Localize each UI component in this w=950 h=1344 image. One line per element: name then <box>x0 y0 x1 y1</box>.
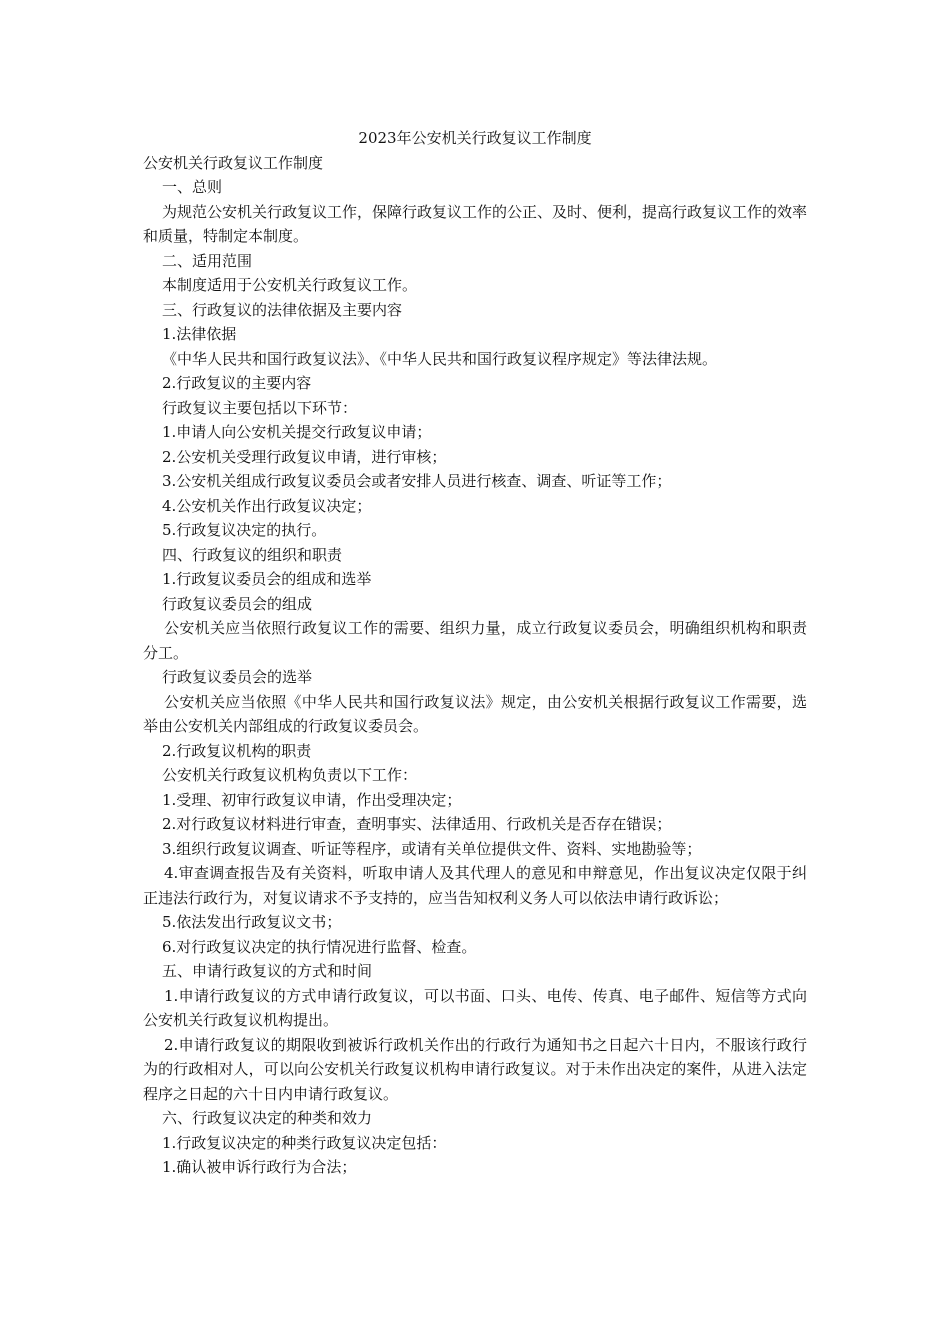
paragraph: 行政复议委员会的选举 <box>162 668 313 686</box>
section-heading: 六、行政复议决定的种类和效力 <box>162 1109 373 1127</box>
document-title: 2023年公安机关行政复议工作制度 <box>358 129 592 147</box>
paragraph: 为规范公安机关行政复议工作，保障行政复议工作的公正、及时、便利，提高行政复议工作的效率和质量，特制定本制度。 <box>143 202 808 245</box>
list-item: 3.公安机关组成行政复议委员会或者安排人员进行核查、调查、听证等工作； <box>162 472 672 490</box>
subsection-heading: 2.行政复议的主要内容 <box>162 374 312 392</box>
list-item: 5.依法发出行政复议文书； <box>162 913 342 931</box>
section-heading: 三、行政复议的法律依据及主要内容 <box>162 300 403 319</box>
section-heading: 四、行政复议的组织和职责 <box>162 545 343 564</box>
subsection-heading: 1.行政复议决定的种类行政复议决定包括： <box>162 1133 447 1152</box>
list-item: 3.组织行政复议调查、听证等程序，或请有关单位提供文件、资料、实地勘验等； <box>162 839 702 858</box>
paragraph: 本制度适用于公安机关行政复议工作。 <box>162 276 418 294</box>
paragraph-subtitle: 公安机关行政复议工作制度 <box>143 153 324 172</box>
list-item: 4.审查调查报告及有关资料，听取申请人及其代理人的意见和申辩意见，作出复议决定仅限于纠正违法行政行为，对复议请求不予支持的，应当告知权利义务人可以依法申请行政诉讼； <box>143 864 807 907</box>
paragraph: 公安机关应当依照《中华人民共和国行政复议法》规定，由公安机关根据行政复议工作需要，选举由公安机关内部组成的行政复议委员会。 <box>143 692 807 735</box>
list-item: 2.公安机关受理行政复议申请，进行审核； <box>162 447 447 466</box>
list-item: 4.公安机关作出行政复议决定； <box>162 496 372 515</box>
section-heading: 五、申请行政复议的方式和时间 <box>162 962 373 980</box>
document-body <box>143 126 807 1180</box>
paragraph: 《中华人民共和国行政复议法》、《中华人民共和国行政复议程序规定》等法律法规。 <box>162 349 718 368</box>
list-item: 1.受理、初审行政复议申请，作出受理决定； <box>162 790 462 809</box>
list-item: 5.行政复议决定的执行。 <box>162 521 327 539</box>
list-item: 1.确认被申诉行政行为合法； <box>162 1158 357 1176</box>
list-item: 6.对行政复议决定的执行情况进行监督、检查。 <box>162 937 477 956</box>
paragraph: 公安机关应当依照行政复议工作的需要、组织力量，成立行政复议委员会，明确组织机构和职责分工。 <box>143 619 807 662</box>
subsection-heading: 2.行政复议机构的职责 <box>162 741 312 760</box>
section-heading: 二、适用范围 <box>162 251 253 270</box>
list-item: 2.申请行政复议的期限收到被诉行政机关作出的行政行为通知书之日起六十日内，不服该行政行为的行政相对人，可以向公安机关行政复议机构申请行政复议。对于未作出决定的案件，从进入法定程序之日起的六十日内申请行政复议。 <box>143 1035 807 1103</box>
paragraph: 行政复议主要包括以下环节： <box>162 398 358 417</box>
list-item: 1.申请行政复议的方式申请行政复议，可以书面、口头、电传、传真、电子邮件、短信等方式向公安机关行政复议机构提出。 <box>143 986 807 1029</box>
subsection-heading: 1.行政复议委员会的组成和选举 <box>162 570 372 588</box>
list-item: 1.申请人向公安机关提交行政复议申请； <box>162 423 432 441</box>
paragraph: 公安机关行政复议机构负责以下工作： <box>162 766 418 784</box>
paragraph: 行政复议委员会的组成 <box>162 594 313 613</box>
section-heading: 一、总则 <box>162 178 223 196</box>
subsection-heading: 1.法律依据 <box>162 325 237 343</box>
list-item: 2.对行政复议材料进行审查，查明事实、法律适用、行政机关是否存在错误； <box>162 815 672 833</box>
